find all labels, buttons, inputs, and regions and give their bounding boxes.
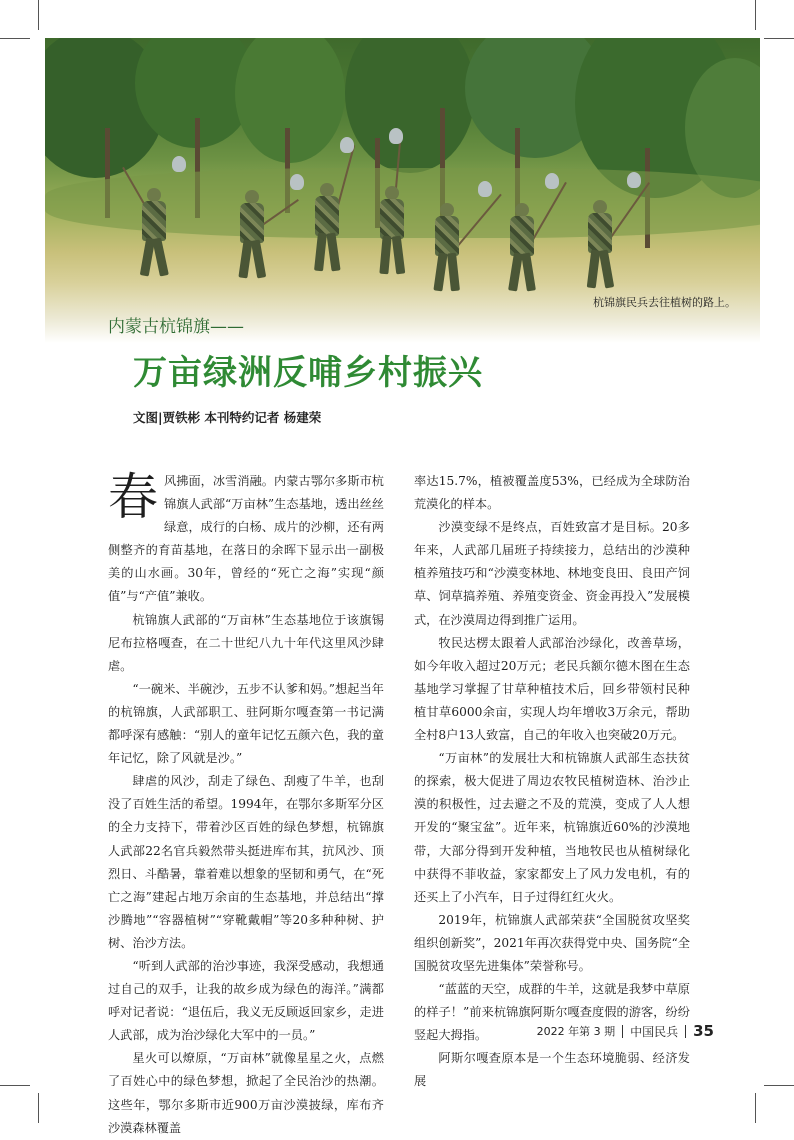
crop-mark <box>38 0 39 30</box>
crop-mark <box>0 1085 30 1086</box>
paragraph: 沙漠变绿不是终点，百姓致富才是目标。20多年来，人武部几届班子持续接力，总结出的沙漠种植养殖技巧和“沙漠变林地、林地变良田、良田产饲草、饲草搞养殖、养殖变资金、资金再投入”发展模式，在沙漠周边得到推广运用。 <box>414 520 690 627</box>
crop-mark <box>764 38 794 39</box>
issue-label: 2022 年第 3 期 <box>536 1025 616 1038</box>
crop-mark <box>764 1085 794 1086</box>
photo-caption: 杭锦旗民兵去往植树的路上。 <box>593 296 736 309</box>
crop-mark <box>0 38 30 39</box>
drop-cap: 春 <box>108 468 158 526</box>
crop-mark <box>755 0 756 30</box>
paragraph: 星火可以燎原，“万亩林”就像星星之火，点燃了百姓心中的绿色梦想，掀起了全民治沙的热潮。这些年，鄂尔多斯市近900万亩沙漠披绿，库布齐沙漠森林覆盖 <box>108 1051 384 1135</box>
paragraph: 春风拂面，冰雪消融。内蒙古鄂尔多斯市杭锦旗人武部“万亩林”生态基地，透出丝丝绿意，成行的白杨、成片的沙柳，还有两侧整齐的育苗基地，在落日的余晖下显示出一副极美的山水画。30年，曾经的“死亡之海”实现“颜值”与“产值”兼收。 <box>108 468 384 604</box>
article-column-left <box>108 470 384 1140</box>
divider <box>622 1025 623 1038</box>
crop-mark <box>38 1093 39 1123</box>
article-column-right <box>414 470 690 1094</box>
magazine-name: 中国民兵 <box>630 1024 679 1039</box>
divider <box>685 1025 686 1038</box>
article-title: 万亩绿洲反哺乡村振兴 <box>133 353 483 393</box>
article-kicker: 内蒙古杭锦旗—— <box>108 317 244 337</box>
article-byline: 文图|贾铁彬 本刊特约记者 杨建荣 <box>133 410 322 425</box>
paragraph: 阿斯尔嘎查原本是一个生态环境脆弱、经济发展 <box>414 1051 690 1089</box>
paragraph: “蓝蓝的天空，成群的牛羊，这就是我梦中草原的样子！”前来杭锦旗阿斯尔嘎查度假的游客，纷纷竖起大拇指。 <box>414 982 690 1043</box>
paragraph: “一碗米、半碗沙，五步不认爹和妈。”想起当年的杭锦旗，人武部职工、驻阿斯尔嘎查第一书记满都呼深有感触：“别人的童年记忆五颜六色，我的童年记忆，除了风就是沙。” <box>108 681 384 766</box>
paragraph: 2019年，杭锦旗人武部荣获“全国脱贫攻坚奖组织创新奖”，2021年再次获得党中央、国务院“全国脱贫攻坚先进集体”荣誉称号。 <box>414 912 690 973</box>
page-number: 35 <box>693 1022 714 1040</box>
paragraph: 杭锦旗人武部的“万亩林”生态基地位于该旗锡尼布拉格嘎查，在二十世纪八九十年代这里风沙肆虐。 <box>108 612 384 673</box>
paragraph: 率达15.7%，植被覆盖度53%，已经成为全球防治荒漠化的样本。 <box>414 474 690 512</box>
paragraph: “万亩林”的发展壮大和杭锦旗人武部生态扶贫的探索，极大促进了周边农牧民植树造林、治沙止漠的积极性，过去避之不及的荒漠，变成了人人想开发的“聚宝盆”。近年来，杭锦旗近60%的沙漠地带，大部分得到开发种植，当地牧民也从植树绿化中获得不菲收益，家家都安上了风力发电机，有的还买上了小汽车，日子过得红红火火。 <box>414 751 690 904</box>
paragraph: “听到人武部的治沙事迹，我深受感动，我想通过自己的双手，让我的故乡成为绿色的海洋。”满都呼对记者说：“退伍后，我义无反顾返回家乡，走进人武部，成为治沙绿化大军中的一员。” <box>108 958 384 1043</box>
crop-mark <box>755 1093 756 1123</box>
paragraph: 肆虐的风沙，刮走了绿色、刮瘦了牛羊，也刮没了百姓生活的希望。1994年，在鄂尔多斯军分区的全力支持下，带着沙区百姓的绿色梦想，杭锦旗人武部22名官兵毅然带头挺进库布其，抗风沙、顶烈日、斗酷暑，靠着难以想象的坚韧和勇气，在“死亡之海”建起占地万余亩的生态基地，并总结出“撑沙腾地”“容器植树”“穿靴戴帽”等20多种种树、护树、治沙方法。 <box>108 774 384 950</box>
page-footer <box>537 1022 714 1040</box>
paragraph: 牧民达楞太跟着人武部治沙绿化，改善草场，如今年收入超过20万元；老民兵额尔德木图在生态基地学习掌握了甘草种植技术后，回乡带领村民种植甘草6000余亩，实现人均年增收3万余元，帮助全村8户13人致富，自己的年收入也突破20万元。 <box>414 635 690 743</box>
